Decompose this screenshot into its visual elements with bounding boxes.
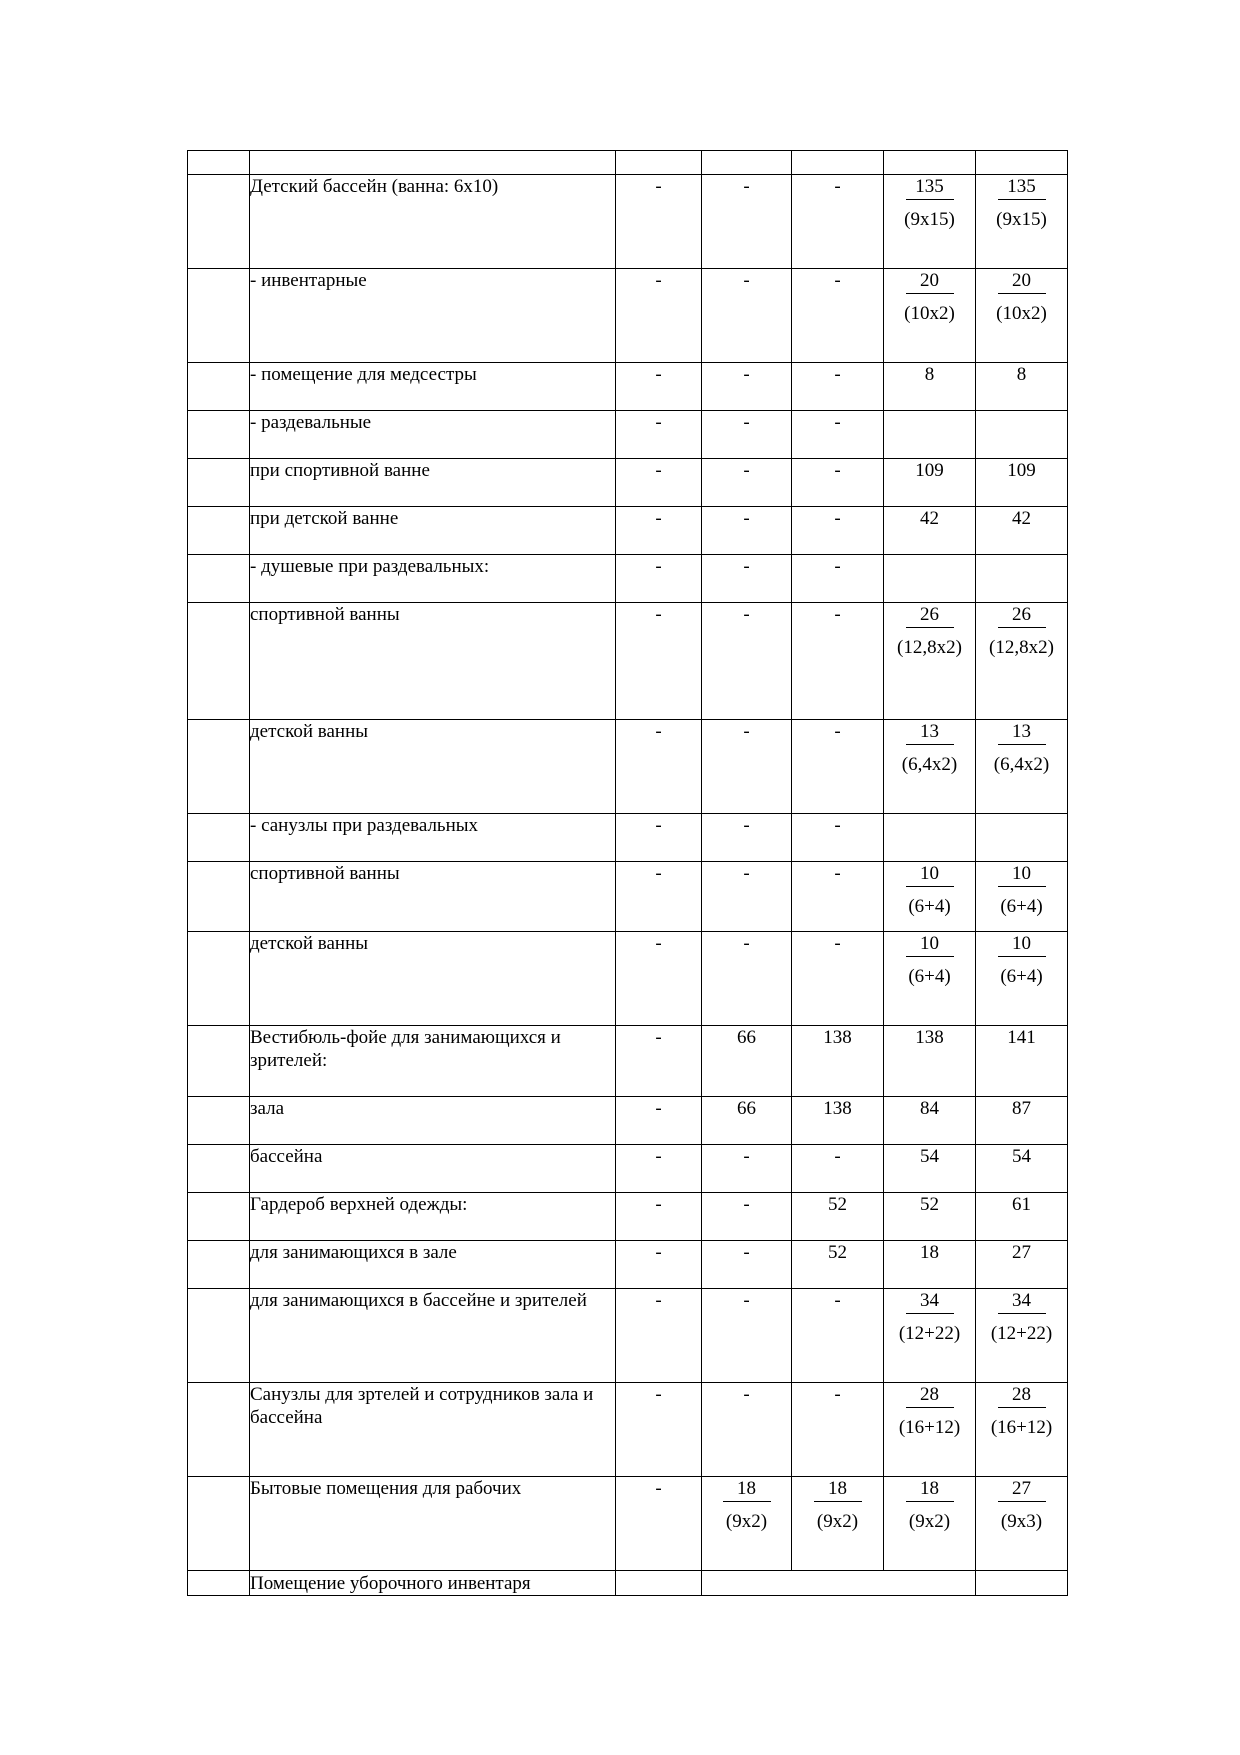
table-row (188, 507, 1068, 555)
fraction-bar (998, 1407, 1046, 1408)
row-name: Детский бассейн (ванна: 6х10) (250, 175, 616, 269)
fraction-bar (998, 627, 1046, 628)
fraction-bar (998, 1501, 1046, 1502)
fraction-numerator: 10 (920, 933, 939, 954)
value-cell: - (616, 1193, 702, 1241)
fraction-cell (976, 269, 1068, 363)
row-number-cell (188, 720, 250, 814)
value-cell: - (702, 1383, 792, 1477)
value-cell (884, 151, 976, 175)
value-cell (976, 814, 1068, 862)
row-name: спортивной ванны (250, 862, 616, 932)
value-cell: - (702, 175, 792, 269)
value-cell: - (616, 1026, 702, 1097)
fraction-denominator: (9х15) (904, 209, 955, 230)
fraction-numerator: 26 (920, 604, 939, 625)
value-cell: 52 (792, 1193, 884, 1241)
table-row (188, 862, 1068, 932)
row-number-cell (188, 411, 250, 459)
table-row (188, 1097, 1068, 1145)
row-number-cell (188, 1241, 250, 1289)
table-row (188, 363, 1068, 411)
row-name: бассейна (250, 1145, 616, 1193)
table-row (188, 1289, 1068, 1383)
row-name: детской ванны (250, 932, 616, 1026)
fraction-cell (884, 1383, 976, 1477)
value-cell: - (792, 932, 884, 1026)
table-row (188, 459, 1068, 507)
value-cell: 42 (884, 507, 976, 555)
fraction-denominator: (10х2) (996, 303, 1047, 324)
fraction-denominator: (10х2) (904, 303, 955, 324)
row-name: Гардероб верхней одежды: (250, 1193, 616, 1241)
table-row (188, 175, 1068, 269)
fraction-bar (906, 293, 954, 294)
fraction-cell (884, 1477, 976, 1571)
value-cell: - (702, 269, 792, 363)
row-name: зала (250, 1097, 616, 1145)
value-cell: - (792, 1145, 884, 1193)
value-cell: - (792, 862, 884, 932)
value-cell: - (616, 555, 702, 603)
fraction-cell (884, 175, 976, 269)
row-number-cell (188, 1289, 250, 1383)
fraction-numerator: 10 (1012, 933, 1031, 954)
fraction-denominator: (6+4) (908, 966, 951, 987)
row-number-cell (188, 507, 250, 555)
value-cell: - (616, 269, 702, 363)
fraction-cell (884, 603, 976, 720)
fraction-denominator: (6+4) (908, 896, 951, 917)
row-name: спортивной ванны (250, 603, 616, 720)
row-name: - раздевальные (250, 411, 616, 459)
row-name: Помещение уборочного инвентаря (250, 1571, 616, 1596)
value-cell: - (616, 603, 702, 720)
value-cell: 8 (884, 363, 976, 411)
row-name: Бытовые помещения для рабочих (250, 1477, 616, 1571)
row-number-cell (188, 1571, 250, 1596)
fraction-bar (906, 1501, 954, 1502)
value-cell: 109 (976, 459, 1068, 507)
value-cell (976, 1571, 1068, 1596)
value-cell: 18 (884, 1241, 976, 1289)
value-cell: - (792, 507, 884, 555)
value-cell: 27 (976, 1241, 1068, 1289)
fraction-bar (998, 1313, 1046, 1314)
fraction-denominator: (16+12) (990, 1417, 1053, 1438)
value-cell: - (792, 1289, 884, 1383)
fraction-cell (976, 1477, 1068, 1571)
value-cell: 54 (884, 1145, 976, 1193)
fraction-denominator: (12,8х2) (989, 637, 1054, 658)
value-cell: 138 (792, 1097, 884, 1145)
table-row (188, 1383, 1068, 1477)
table-row (188, 932, 1068, 1026)
value-cell: - (616, 507, 702, 555)
value-cell: 52 (884, 1193, 976, 1241)
table-row (188, 720, 1068, 814)
fraction-cell (884, 1289, 976, 1383)
fraction-numerator: 20 (920, 270, 939, 291)
value-cell: 8 (976, 363, 1068, 411)
value-cell (976, 151, 1068, 175)
value-cell: 138 (792, 1026, 884, 1097)
value-cell: 138 (884, 1026, 976, 1097)
fraction-denominator: (12+22) (990, 1323, 1053, 1344)
value-cell: 42 (976, 507, 1068, 555)
row-name: детской ванны (250, 720, 616, 814)
value-cell: - (702, 932, 792, 1026)
fraction-numerator: 26 (1012, 604, 1031, 625)
value-cell: - (792, 1383, 884, 1477)
value-cell: 66 (702, 1097, 792, 1145)
fraction-numerator: 135 (1007, 176, 1036, 197)
row-name: Вестибюль-фойе для занимающихся и зрителей: (250, 1026, 616, 1097)
fraction-numerator: 27 (1012, 1478, 1031, 1499)
fraction-cell (976, 1289, 1068, 1383)
value-cell: 87 (976, 1097, 1068, 1145)
row-number-cell (188, 1026, 250, 1097)
fraction-numerator: 18 (920, 1478, 939, 1499)
value-cell: - (792, 411, 884, 459)
row-number-cell (188, 363, 250, 411)
fraction-cell (976, 932, 1068, 1026)
value-cell: - (702, 814, 792, 862)
row-number-cell (188, 1097, 250, 1145)
table-row (188, 814, 1068, 862)
fraction-denominator: (6+4) (1000, 896, 1043, 917)
fraction-cell (976, 175, 1068, 269)
value-cell: 66 (702, 1026, 792, 1097)
fraction-numerator: 20 (1012, 270, 1031, 291)
row-number-cell (188, 603, 250, 720)
value-cell: - (616, 932, 702, 1026)
value-cell (884, 555, 976, 603)
fraction-bar (814, 1501, 862, 1502)
value-cell: 141 (976, 1026, 1068, 1097)
table-row (188, 1241, 1068, 1289)
row-name: - душевые при раздевальных: (250, 555, 616, 603)
value-cell: - (616, 814, 702, 862)
fraction-cell (976, 862, 1068, 932)
row-number-cell (188, 151, 250, 175)
value-cell (616, 1571, 702, 1596)
fraction-cell (976, 720, 1068, 814)
row-name: - помещение для медсестры (250, 363, 616, 411)
value-cell: - (702, 1145, 792, 1193)
value-cell: - (792, 363, 884, 411)
value-cell: - (702, 1289, 792, 1383)
fraction-cell (884, 932, 976, 1026)
row-number-cell (188, 459, 250, 507)
fraction-denominator: (12,8х2) (897, 637, 962, 658)
value-cell: - (702, 603, 792, 720)
value-cell: - (616, 1383, 702, 1477)
row-name: - санузлы при раздевальных (250, 814, 616, 862)
fraction-bar (906, 1313, 954, 1314)
table-row (188, 1193, 1068, 1241)
fraction-numerator: 10 (920, 863, 939, 884)
row-name: при детской ванне (250, 507, 616, 555)
merged-cell (702, 1571, 976, 1596)
row-name (250, 151, 616, 175)
row-number-cell (188, 269, 250, 363)
table-row (188, 1145, 1068, 1193)
fraction-bar (906, 886, 954, 887)
value-cell: - (616, 459, 702, 507)
value-cell: - (792, 269, 884, 363)
value-cell: 84 (884, 1097, 976, 1145)
value-cell: - (702, 363, 792, 411)
value-cell: - (616, 1097, 702, 1145)
table-row (188, 151, 1068, 175)
value-cell (884, 411, 976, 459)
value-cell: - (702, 1193, 792, 1241)
value-cell: - (792, 175, 884, 269)
row-number-cell (188, 555, 250, 603)
row-number-cell (188, 814, 250, 862)
fraction-bar (998, 886, 1046, 887)
fraction-denominator: (6+4) (1000, 966, 1043, 987)
value-cell: - (616, 1477, 702, 1571)
value-cell: - (616, 862, 702, 932)
row-number-cell (188, 1145, 250, 1193)
value-cell: - (616, 411, 702, 459)
fraction-numerator: 18 (737, 1478, 756, 1499)
value-cell: - (792, 720, 884, 814)
fraction-denominator: (6,4х2) (993, 754, 1050, 775)
fraction-cell (792, 1477, 884, 1571)
fraction-numerator: 34 (920, 1290, 939, 1311)
value-cell: - (702, 862, 792, 932)
value-cell: - (616, 1289, 702, 1383)
value-cell: - (792, 459, 884, 507)
fraction-cell (976, 603, 1068, 720)
value-cell (976, 411, 1068, 459)
table-row (188, 411, 1068, 459)
fraction-numerator: 13 (1012, 721, 1031, 742)
fraction-bar (906, 956, 954, 957)
fraction-denominator: (9х2) (908, 1511, 951, 1532)
value-cell: - (616, 363, 702, 411)
value-cell: 54 (976, 1145, 1068, 1193)
fraction-denominator: (9х15) (996, 209, 1047, 230)
value-cell: - (702, 507, 792, 555)
fraction-numerator: 10 (1012, 863, 1031, 884)
fraction-bar (998, 293, 1046, 294)
fraction-cell (976, 1383, 1068, 1477)
row-name: Санузлы для зртелей и сотрудников зала и бассейна (250, 1383, 616, 1477)
fraction-bar (723, 1501, 771, 1502)
value-cell: - (616, 175, 702, 269)
value-cell: - (616, 1145, 702, 1193)
fraction-denominator: (6,4х2) (901, 754, 958, 775)
table-row (188, 603, 1068, 720)
row-name: при спортивной ванне (250, 459, 616, 507)
value-cell: - (792, 603, 884, 720)
fraction-denominator: (12+22) (898, 1323, 961, 1344)
fraction-cell (884, 862, 976, 932)
value-cell: - (702, 1241, 792, 1289)
value-cell: - (702, 411, 792, 459)
fraction-numerator: 13 (920, 721, 939, 742)
fraction-denominator: (9х3) (1000, 1511, 1043, 1532)
row-name: для занимающихся в зале (250, 1241, 616, 1289)
table-row (188, 555, 1068, 603)
row-name: для занимающихся в бассейне и зрителей (250, 1289, 616, 1383)
value-cell (792, 151, 884, 175)
fraction-cell (884, 269, 976, 363)
value-cell (616, 151, 702, 175)
row-number-cell (188, 932, 250, 1026)
value-cell: - (616, 1241, 702, 1289)
fraction-cell (884, 720, 976, 814)
value-cell: 109 (884, 459, 976, 507)
value-cell: 52 (792, 1241, 884, 1289)
table-row (188, 1571, 1068, 1596)
value-cell (976, 555, 1068, 603)
row-number-cell (188, 175, 250, 269)
value-cell: - (792, 814, 884, 862)
document-table (187, 150, 1068, 1596)
value-cell: - (792, 555, 884, 603)
fraction-numerator: 18 (828, 1478, 847, 1499)
row-number-cell (188, 1477, 250, 1571)
table-row (188, 1477, 1068, 1571)
fraction-bar (906, 199, 954, 200)
value-cell: - (702, 459, 792, 507)
value-cell (884, 814, 976, 862)
table-row (188, 269, 1068, 363)
fraction-bar (998, 744, 1046, 745)
fraction-numerator: 135 (915, 176, 944, 197)
value-cell: 61 (976, 1193, 1068, 1241)
fraction-bar (906, 1407, 954, 1408)
value-cell: - (616, 720, 702, 814)
fraction-bar (906, 744, 954, 745)
fraction-denominator: (9х2) (816, 1511, 859, 1532)
fraction-cell (702, 1477, 792, 1571)
fraction-denominator: (16+12) (898, 1417, 961, 1438)
value-cell (702, 151, 792, 175)
value-cell: - (702, 555, 792, 603)
fraction-bar (998, 199, 1046, 200)
row-number-cell (188, 1193, 250, 1241)
fraction-numerator: 28 (920, 1384, 939, 1405)
row-number-cell (188, 1383, 250, 1477)
fraction-numerator: 34 (1012, 1290, 1031, 1311)
table-row (188, 1026, 1068, 1097)
row-name: - инвентарные (250, 269, 616, 363)
fraction-denominator: (9х2) (725, 1511, 768, 1532)
fraction-numerator: 28 (1012, 1384, 1031, 1405)
value-cell: - (702, 720, 792, 814)
row-number-cell (188, 862, 250, 932)
fraction-bar (998, 956, 1046, 957)
fraction-bar (906, 627, 954, 628)
